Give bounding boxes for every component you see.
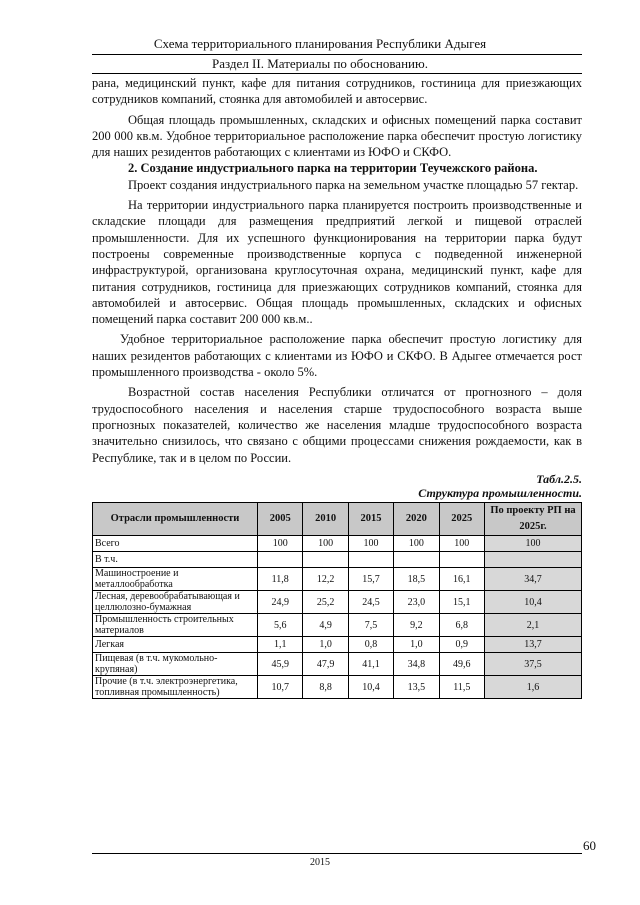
table-cell: 0,9	[439, 637, 484, 653]
table-row	[93, 676, 582, 699]
footer-year: 2015	[310, 857, 330, 868]
table-cell: 7,5	[348, 614, 393, 637]
document-header-title: Схема территориального планирования Республики Адыгея	[153, 36, 487, 51]
table-cell: 8,8	[303, 676, 348, 699]
table-cell: 13,5	[394, 676, 439, 699]
table-cell: 11,5	[439, 676, 484, 699]
paragraph-5: Удобное территориальное расположение парка обеспечит простую логистику для наших резидентов работающих с клиентами из ЮФО и СКФО. В Адыгее отмечается рост промышленного производства - около 5%.	[92, 332, 582, 380]
table-cell-project: 34,7	[485, 568, 582, 591]
table-cell: 47,9	[303, 653, 348, 676]
table-cell-project: 100	[485, 536, 582, 552]
row-label: Пищевая (в т.ч. мукомольно-крупяная)	[93, 653, 258, 676]
table-cell: 15,7	[348, 568, 393, 591]
row-label: Всего	[93, 536, 258, 552]
table-cell-project: 13,7	[485, 637, 582, 653]
paragraph-4: На территории индустриального парка планируется построить производственные и складские площади для размещения предприятий легкой и пищевой отраслей промышленности. Для их успешного функционирования на территории парка будут построены современные производственные корпуса с подведенной инженерной инфраструктурой, организована круглосуточная охрана, медицинский пункт, кафе для питания сотрудников, гостиница для приезжающих сотрудников компаний, стоянка для автомобилей и автосервис. Общая площадь промышленных, складских и офисных помещений парка составит 200 000 кв.м..	[92, 198, 582, 327]
row-label: Прочие (в т.ч. электроэнергетика, топливная промышленность)	[93, 676, 258, 699]
table-cell: 34,8	[394, 653, 439, 676]
table-row	[93, 591, 582, 614]
table-caption: Структура промышленности.	[418, 485, 582, 500]
industry-structure-table	[92, 502, 582, 700]
table-cell: 5,6	[258, 614, 303, 637]
table-cell	[303, 552, 348, 568]
table-cell: 12,2	[303, 568, 348, 591]
paragraph-1: рана, медицинский пункт, кафе для питания сотрудников, гостиница для приезжающих сотрудников компаний, стоянка для автомобилей и автосервис.	[92, 76, 582, 107]
paragraph-3: Проект создания индустриального парка на земельном участке площадью 57 гектар.	[128, 177, 579, 192]
document-header-subtitle: Раздел II. Материалы по обоснованию.	[212, 56, 428, 71]
page-content	[92, 75, 582, 699]
header-cell-2005: 2005	[258, 502, 303, 536]
row-label: Легкая	[93, 637, 258, 653]
table-cell	[439, 552, 484, 568]
table-cell	[348, 552, 393, 568]
header-cell-industry: Отрасли промышленности	[93, 502, 258, 536]
header-cell-2015: 2015	[348, 502, 393, 536]
header-cell-2025: 2025	[439, 502, 484, 536]
section-heading: 2. Создание индустриального парка на территории Теучежского района.	[128, 161, 538, 176]
header-cell-2020: 2020	[394, 502, 439, 536]
table-cell: 100	[394, 536, 439, 552]
table-row	[93, 568, 582, 591]
table-cell: 49,6	[439, 653, 484, 676]
table-row	[93, 653, 582, 676]
table-cell-project: 10,4	[485, 591, 582, 614]
row-label: В т.ч.	[93, 552, 258, 568]
table-cell: 11,8	[258, 568, 303, 591]
paragraph-2: Общая площадь промышленных, складских и офисных помещений парка составит 200 000 кв.м. Удобное территориальное расположение парка обеспечит простую логистику для наших резидентов работающих с клиентами из ЮФО и СКФО.	[92, 112, 582, 160]
table-cell: 4,9	[303, 614, 348, 637]
table-cell: 1,0	[394, 637, 439, 653]
table-cell: 100	[439, 536, 484, 552]
table-row	[93, 614, 582, 637]
table-cell-project: 2,1	[485, 614, 582, 637]
table-cell: 24,9	[258, 591, 303, 614]
table-cell: 100	[303, 536, 348, 552]
paragraph-6: Возрастной состав населения Республики отличатся от прогнозного – доля трудоспособного населения и населения старше трудоспособного возраста выше прогнозных показателей, количество же населения младше трудоспособного возраста значительно снизилось, что связано с общими процессами снижения рождаемости, как в Республике, так и в целом по России.	[92, 385, 582, 465]
table-cell: 6,8	[439, 614, 484, 637]
table-number: Табл.2.5.	[536, 471, 582, 486]
table-header-row	[93, 502, 582, 536]
header-cell-2010: 2010	[303, 502, 348, 536]
table-row	[93, 552, 582, 568]
table-cell: 24,5	[348, 591, 393, 614]
table-cell: 15,1	[439, 591, 484, 614]
table-cell: 45,9	[258, 653, 303, 676]
table-cell	[258, 552, 303, 568]
table-cell: 0,8	[348, 637, 393, 653]
table-cell: 10,4	[348, 676, 393, 699]
table-row	[93, 637, 582, 653]
table-cell: 41,1	[348, 653, 393, 676]
footer-divider	[92, 853, 582, 854]
page-number: 60	[583, 838, 596, 853]
header-cell-project: По проекту РП на 2025г.	[485, 502, 582, 536]
table-cell: 1,1	[258, 637, 303, 653]
table-cell-project	[485, 552, 582, 568]
table-cell: 9,2	[394, 614, 439, 637]
table-cell: 100	[258, 536, 303, 552]
row-label: Лесная, деревообрабатывающая и целлюлозно-бумажная	[93, 591, 258, 614]
table-cell: 23,0	[394, 591, 439, 614]
table-cell-project: 1,6	[485, 676, 582, 699]
row-label: Промышленность строительных материалов	[93, 614, 258, 637]
table-row	[93, 536, 582, 552]
header-divider	[92, 54, 582, 55]
row-label: Машиностроение и металлообработка	[93, 568, 258, 591]
table-cell: 25,2	[303, 591, 348, 614]
table-cell-project: 37,5	[485, 653, 582, 676]
table-cell: 16,1	[439, 568, 484, 591]
table-cell	[394, 552, 439, 568]
table-cell: 1,0	[303, 637, 348, 653]
header-divider-2	[92, 73, 582, 74]
table-cell: 100	[348, 536, 393, 552]
table-cell: 18,5	[394, 568, 439, 591]
table-cell: 10,7	[258, 676, 303, 699]
